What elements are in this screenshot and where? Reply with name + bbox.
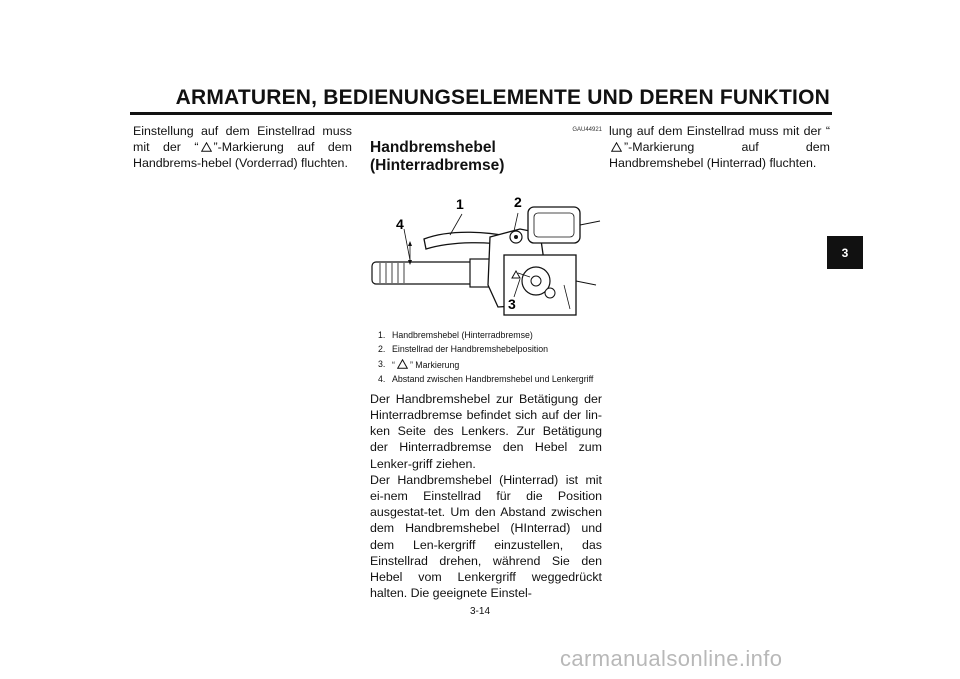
right-paragraph bbox=[609, 123, 830, 172]
middle-body bbox=[370, 391, 602, 602]
legend-item bbox=[378, 344, 602, 355]
page-title: ARMATUREN, BEDIENUNGSELEMENTE UND DEREN FUNKTION bbox=[175, 86, 830, 109]
middle-paragraph-2: Der Handbremshebel (Hinterrad) ist mit ei-nem Einstellrad für die Position ausgestat-tet. Um den Abstand zwischen dem Handbremshebel (HInterrad) und dem Len-kergriff einzustellen, das Einstellrad drehen, während Sie den Hebel vom Lenkergriff weggedrückt halten. Die geeignete Einstel- bbox=[370, 472, 602, 601]
legend-text: Einstellrad der Handbremshebelposition bbox=[392, 344, 548, 355]
chapter-tab: 3 bbox=[827, 236, 863, 269]
figure-label-4: 4 bbox=[396, 216, 404, 232]
legend-number: 4. bbox=[378, 373, 386, 384]
page-number: 3-14 bbox=[469, 606, 490, 617]
figure-label-2: 2 bbox=[514, 194, 522, 210]
legend-text bbox=[392, 359, 602, 371]
watermark: carmanualsonline.info bbox=[560, 646, 783, 671]
legend-text: Abstand zwischen Handbremshebel und Lenkergriff bbox=[392, 373, 594, 384]
figure-label-1: 1 bbox=[456, 196, 464, 212]
triangle-mark-icon bbox=[611, 142, 622, 152]
figure-label-3: 3 bbox=[508, 296, 516, 312]
triangle-mark-icon bbox=[397, 359, 408, 369]
legend-number: 3. bbox=[378, 358, 386, 369]
middle-column bbox=[370, 123, 602, 601]
brake-lever-figure bbox=[370, 185, 602, 320]
left-text-end: ”-Markierung auf dem Handbrems-hebel (Vorderrad) fluchten. bbox=[133, 140, 352, 171]
legend-number: 1. bbox=[378, 330, 386, 340]
figure-legend bbox=[378, 330, 602, 385]
right-column bbox=[609, 123, 830, 172]
legend-item bbox=[378, 330, 602, 341]
header-divider bbox=[130, 112, 832, 115]
right-text-end: ”-Markierung auf dem Handbremshebel (Hinterrad) fluchten. bbox=[609, 140, 830, 171]
legend-text-start: “ bbox=[392, 359, 395, 370]
brake-lever-illustration bbox=[370, 185, 602, 320]
left-column bbox=[133, 123, 352, 172]
left-text-start: Einstellung auf dem Einstellrad muss mit der “ bbox=[133, 124, 352, 155]
left-paragraph bbox=[133, 123, 352, 172]
section-title: Handbremshebel (Hinterradbremse) bbox=[370, 139, 505, 174]
legend-text: Handbremshebel (Hinterradbremse) bbox=[392, 330, 533, 340]
legend-number: 2. bbox=[378, 344, 386, 355]
legend-item bbox=[378, 359, 602, 371]
legend-text-end: ” Markierung bbox=[409, 359, 460, 370]
document-code: GAU44921 bbox=[572, 127, 602, 133]
middle-paragraph-1: Der Handbremshebel zur Betätigung der Hinterradbremse befindet sich auf der lin-ken Seite des Lenkers. Zur Betätigung der Hinterradbremse den Hebel zum Lenker-griff ziehen. bbox=[370, 391, 602, 471]
triangle-mark-icon bbox=[201, 142, 212, 152]
legend-item bbox=[378, 374, 602, 385]
right-text-start: lung auf dem Einstellrad muss mit der “ bbox=[609, 124, 830, 138]
